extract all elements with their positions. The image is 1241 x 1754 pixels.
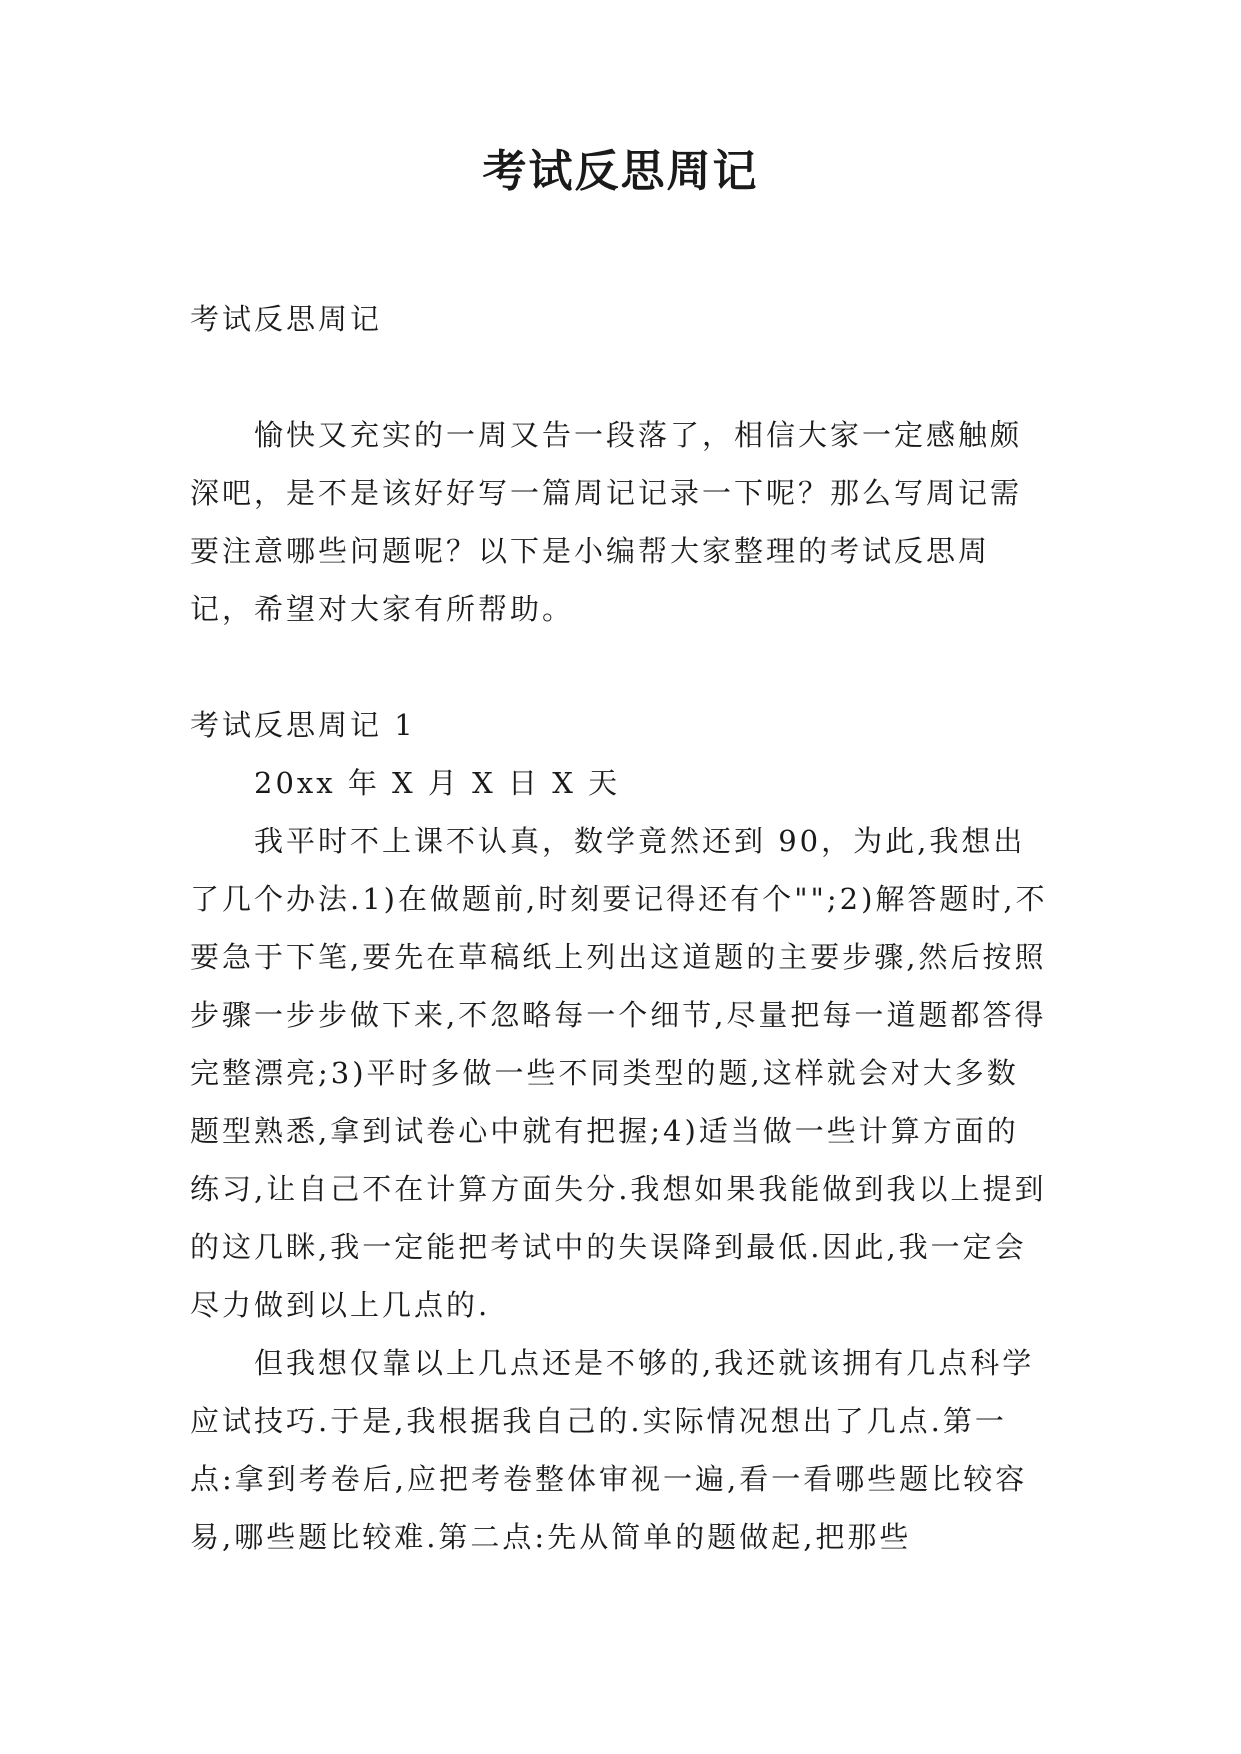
intro-paragraph: 愉快又充实的一周又告一段落了，相信大家一定感触颇深吧，是不是该好好写一篇周记记录一下呢？那么写周记需要注意哪些问题呢？以下是小编帮大家整理的考试反思周记，希望对大家有所帮助。 <box>190 418 1023 626</box>
spacer <box>190 638 1050 696</box>
document-body <box>190 290 1050 1566</box>
body-paragraph-2: 但我想仅靠以上几点还是不够的,我还就该拥有几点科学应试技巧.于是,我根据我自己的.实际情况想出了几点.第一点:拿到考卷后,应把考卷整体审视一遍,看一看哪些题比较容易,哪些题比较难.第二点:先从简单的题做起,把那些 <box>190 1346 1035 1554</box>
section-heading: 考试反思周记 1 <box>190 708 416 742</box>
date-line: 20xx 年 X 月 X 日 X 天 <box>254 766 621 800</box>
document-title: 考试反思周记 <box>482 146 759 197</box>
body-paragraph-1: 我平时不上课不认真，数学竟然还到 90，为此,我想出了几个办法.1)在做题前,时刻要记得还有个"";2)解答题时,不要急于下笔,要先在草稿纸上列出这道题的主要步骤,然后按照步骤一步步做下来,不忽略每一个细节,尽量把每一道题都答得完整漂亮;3)平时多做一些不同类型的题,这样就会对大多数题型熟悉,拿到试卷心中就有把握;4)适当做一些计算方面的练习,让自己不在计算方面失分.我想如果我能做到我以上提到的这几眯,我一定能把考试中的失误降到最低.因此,我一定会尽力做到以上几点的. <box>190 824 1048 1322</box>
subtitle: 考试反思周记 <box>190 302 383 336</box>
spacer <box>190 348 1050 406</box>
